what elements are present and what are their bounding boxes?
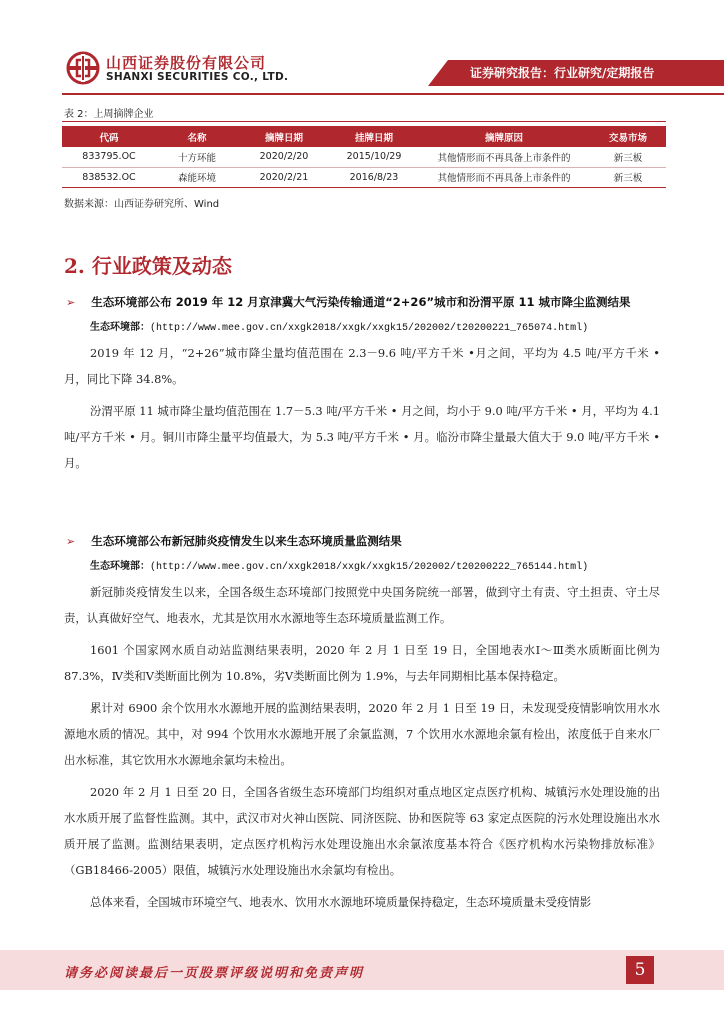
- news-source: [90, 318, 660, 334]
- header-divider: [62, 93, 724, 95]
- news-paragraph: 汾渭平原 11 城市降尘量均值范围在 1.7－5.3 吨/平方千米 • 月之间，均小于 9.0 吨/平方千米 • 月，平均为 4.1 吨/平方千米 • 月。铜川市降尘量平均值最大，为 5.3 吨/平方千米 • 月。临汾市降尘量最大值大于 9.0 吨/平方千米 • 月。: [64, 404, 660, 470]
- column-header-market: 交易市场: [590, 126, 666, 147]
- column-header-list-date: 挂牌日期: [330, 126, 418, 147]
- column-header-delist-date: 摘牌日期: [238, 126, 330, 147]
- table-cell: 2016/8/23: [330, 167, 418, 187]
- table-row: [62, 147, 666, 167]
- company-name-cn: 山西证券股份有限公司: [106, 54, 267, 72]
- report-type-label: 证券研究报告：行业研究/定期报告: [470, 66, 655, 80]
- table-title: 表 2：上周摘牌企业: [64, 109, 154, 120]
- table-cell: 新三板: [590, 147, 666, 167]
- column-header-name: 名称: [156, 126, 238, 147]
- table-data-source: 数据来源：山西证券研究所、Wind: [64, 199, 220, 210]
- news-source-url[interactable]: (http://www.mee.gov.cn/xxgk2018/xxgk/xxgk15/202002/t20200221_765074.html): [150, 323, 589, 334]
- table-header-row: [62, 126, 666, 147]
- news-paragraph: 累计对 6900 余个饮用水水源地开展的监测结果表明，2020 年 2 月 1 日至 19 日，未发现受疫情影响饮用水水源地水质的情况。其中，对 994 个饮用水水源地开展了余氯监测，7 个饮用水水源地余氯有检出，浓度低于自来水厂出水标准，其它饮用水水源地余氯均未检出。: [64, 701, 660, 767]
- news-paragraph: 2019 年 12 月，“2+26”城市降尘量均值范围在 2.3－9.6 吨/平方千米 •月之间，平均为 4.5 吨/平方千米 •月，同比下降 34.8%。: [64, 346, 660, 386]
- news-paragraph: 1601 个国家网水质自动站监测结果表明，2020 年 2 月 1 日至 19 日，全国地表水Ⅰ～Ⅲ类水质断面比例为 87.3%，Ⅳ类和Ⅴ类断面比例为 10.8%，劣Ⅴ类断面比例为 1.9%，与去年同期相比基本保持稳定。: [64, 643, 660, 683]
- table-cell: 其他情形而不再具备上市条件的: [418, 147, 590, 167]
- table-cell: 其他情形而不再具备上市条件的: [418, 167, 590, 187]
- news-paragraph: 总体来看，全国城市环境空气、地表水、饮用水水源地环境质量保持稳定，生态环境质量未受疫情影: [90, 895, 592, 909]
- table-cell: 2020/2/21: [238, 167, 330, 187]
- news-source: [90, 557, 660, 573]
- news-title: 生态环境部公布 2019 年 12 月京津冀大气污染传输通道“2+26”城市和汾渭平原 11 城市降尘监测结果: [91, 295, 631, 309]
- bullet-arrow-icon: ➢: [66, 534, 76, 548]
- news-title-row: [64, 294, 660, 310]
- table-cell: 838532.OC: [62, 167, 156, 187]
- table-cell: 833795.OC: [62, 147, 156, 167]
- table-top-divider: [62, 121, 666, 122]
- company-name-en: SHANXI SECURITIES CO., LTD.: [106, 71, 289, 83]
- table-row: [62, 167, 666, 187]
- news-title-row: [64, 533, 660, 549]
- bullet-arrow-icon: ➢: [66, 295, 76, 309]
- news-paragraph: 2020 年 2 月 1 日至 20 日，全国各省级生态环境部门均组织对重点地区定点医疗机构、城镇污水处理设施的出水水质开展了监督性监测。其中，武汉市对火神山医院、同济医院、协和医院等 63 家定点医院的污水处理设施出水水质开展了监测。监测结果表明，定点医疗机构污水处理设施出水余氯浓度基本符合《医疗机构水污染物排放标准》（GB18466-2005）限值，城镇污水处理设施出水余氯均有检出。: [64, 785, 660, 877]
- news-source-label: 生态环境部：: [90, 561, 150, 572]
- table-cell: 新三板: [590, 167, 666, 187]
- table-cell: 2015/10/29: [330, 147, 418, 167]
- delisted-companies-table: [62, 126, 666, 188]
- news-title: 生态环境部公布新冠肺炎疫情发生以来生态环境质量监测结果: [91, 534, 402, 548]
- table-cell: 十方环能: [156, 147, 238, 167]
- news-item: [64, 294, 660, 476]
- company-logo-icon: [66, 51, 100, 85]
- news-source-label: 生态环境部：: [90, 322, 150, 333]
- page-header: [0, 0, 724, 100]
- table-cell: 2020/2/20: [238, 147, 330, 167]
- column-header-reason: 摘牌原因: [418, 126, 590, 147]
- column-header-code: 代码: [62, 126, 156, 147]
- news-item: [64, 533, 660, 915]
- footer-disclaimer: 请务必阅读最后一页股票评级说明和免责声明: [64, 966, 365, 981]
- page-number: 5: [626, 956, 654, 984]
- news-paragraph: 新冠肺炎疫情发生以来，全国各级生态环境部门按照党中央国务院统一部署，做到守土有责、守土担责、守土尽责，认真做好空气、地表水，尤其是饮用水水源地等生态环境质量监测工作。: [64, 585, 660, 625]
- news-source-url[interactable]: (http://www.mee.gov.cn/xxgk2018/xxgk/xxgk15/202002/t20200222_765144.html): [150, 562, 589, 573]
- table-cell: 森能环境: [156, 167, 238, 187]
- section-heading: 2. 行业政策及动态: [64, 254, 232, 278]
